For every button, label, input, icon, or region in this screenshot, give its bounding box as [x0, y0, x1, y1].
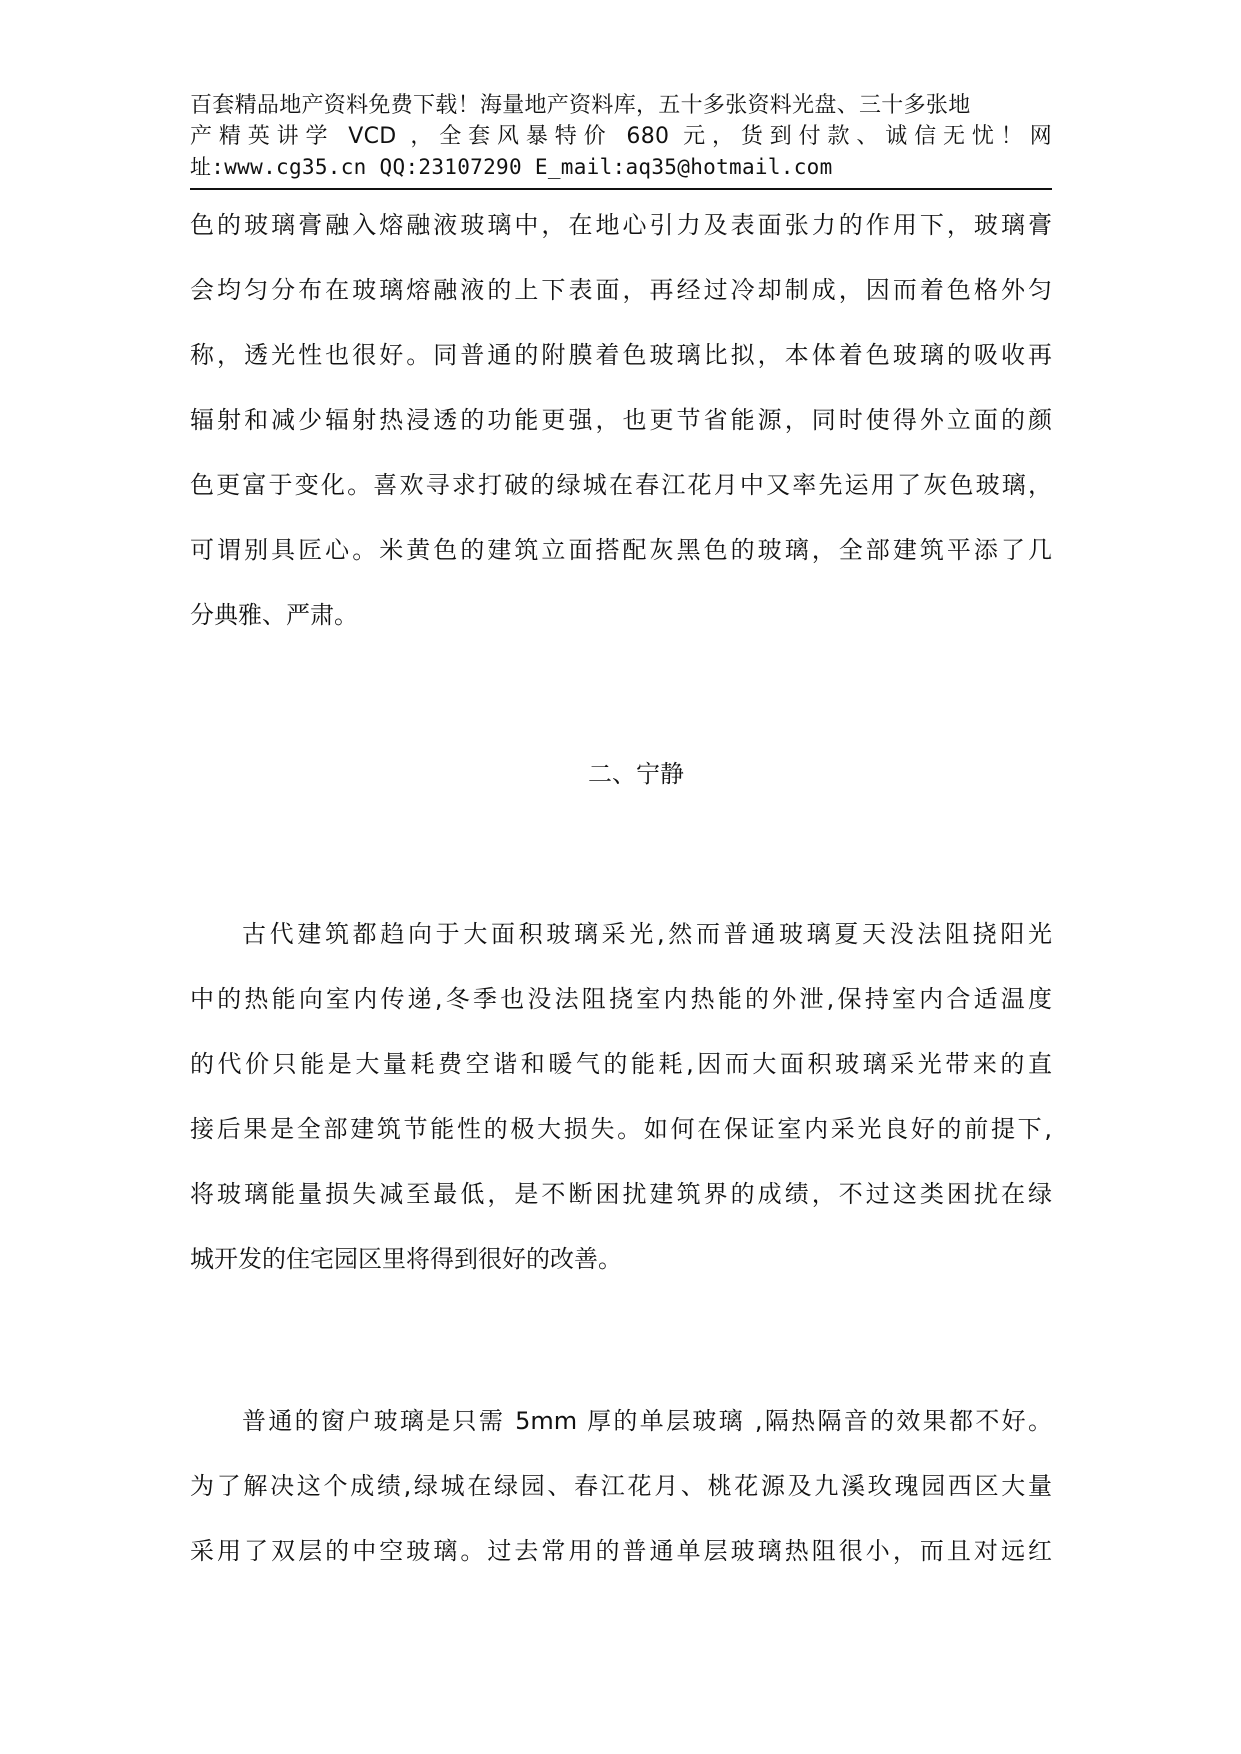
- paragraph-2-line: 将玻璃能量损失减至最低，是不断困扰建筑界的成绩，不过这类困扰在绿: [190, 1180, 1052, 1208]
- paragraph-1-line: 色的玻璃膏融入熔融液玻璃中，在地心引力及表面张力的作用下，玻璃膏: [190, 211, 1052, 239]
- paragraph-1-line: 色更富于变化。喜欢寻求打破的绿城在春江花月中又率先运用了灰色玻璃，: [190, 471, 1052, 499]
- header-line-3: 址:www.cg35.cn QQ:23107290 E_mail:aq35@hotmail.com: [190, 155, 833, 179]
- paragraph-3-line: 普通的窗户玻璃是只需 5mm 厚的单层玻璃 ,隔热隔音的效果都不好。: [242, 1407, 1052, 1435]
- paragraph-1-line: 分典雅、严肃。: [190, 601, 358, 629]
- paragraph-2-line: 的代价只能是大量耗费空谐和暖气的能耗,因而大面积玻璃采光带来的直: [190, 1050, 1052, 1078]
- paragraph-1-line: 称，透光性也很好。同普通的附膜着色玻璃比拟，本体着色玻璃的吸收再: [190, 341, 1052, 369]
- paragraph-1-line: 辐射和减少辐射热浸透的功能更强，也更节省能源，同时使得外立面的颜: [190, 406, 1052, 434]
- header-divider: [190, 188, 1052, 190]
- paragraph-1-line: 可谓别具匠心。米黄色的建筑立面搭配灰黑色的玻璃，全部建筑平添了几: [190, 536, 1052, 564]
- paragraph-3-line: 采用了双层的中空玻璃。过去常用的普通单层玻璃热阻很小，而且对远红: [190, 1537, 1052, 1565]
- header-line-2: 产精英讲学 VCD ，全套风暴特价 680 元，货到付款、诚信无忧！网: [190, 124, 1052, 149]
- section-heading: 二、宁静: [588, 760, 684, 788]
- paragraph-2-line: 城开发的住宅园区里将得到很好的改善。: [190, 1245, 622, 1273]
- paragraph-2-line: 古代建筑都趋向于大面积玻璃采光,然而普通玻璃夏天没法阻挠阳光: [242, 920, 1052, 948]
- paragraph-2-line: 接后果是全部建筑节能性的极大损失。如何在保证室内采光良好的前提下,: [190, 1115, 1052, 1143]
- paragraph-1-line: 会均匀分布在玻璃熔融液的上下表面，再经过冷却制成，因而着色格外匀: [190, 276, 1052, 304]
- paragraph-3: [190, 1389, 1052, 1584]
- paragraph-3-line: 为了解决这个成绩,绿城在绿园、春江花月、桃花源及九溪玫瑰园西区大量: [190, 1472, 1052, 1500]
- header-line-1: 百套精品地产资料免费下载！海量地产资料库，五十多张资料光盘、三十多张地: [190, 93, 971, 118]
- paragraph-2-line: 中的热能向室内传递,冬季也没法阻挠室内热能的外泄,保持室内合适温度: [190, 985, 1052, 1013]
- page-header: [190, 90, 1052, 183]
- paragraph-2: [190, 902, 1052, 1292]
- paragraph-1: [190, 193, 1052, 648]
